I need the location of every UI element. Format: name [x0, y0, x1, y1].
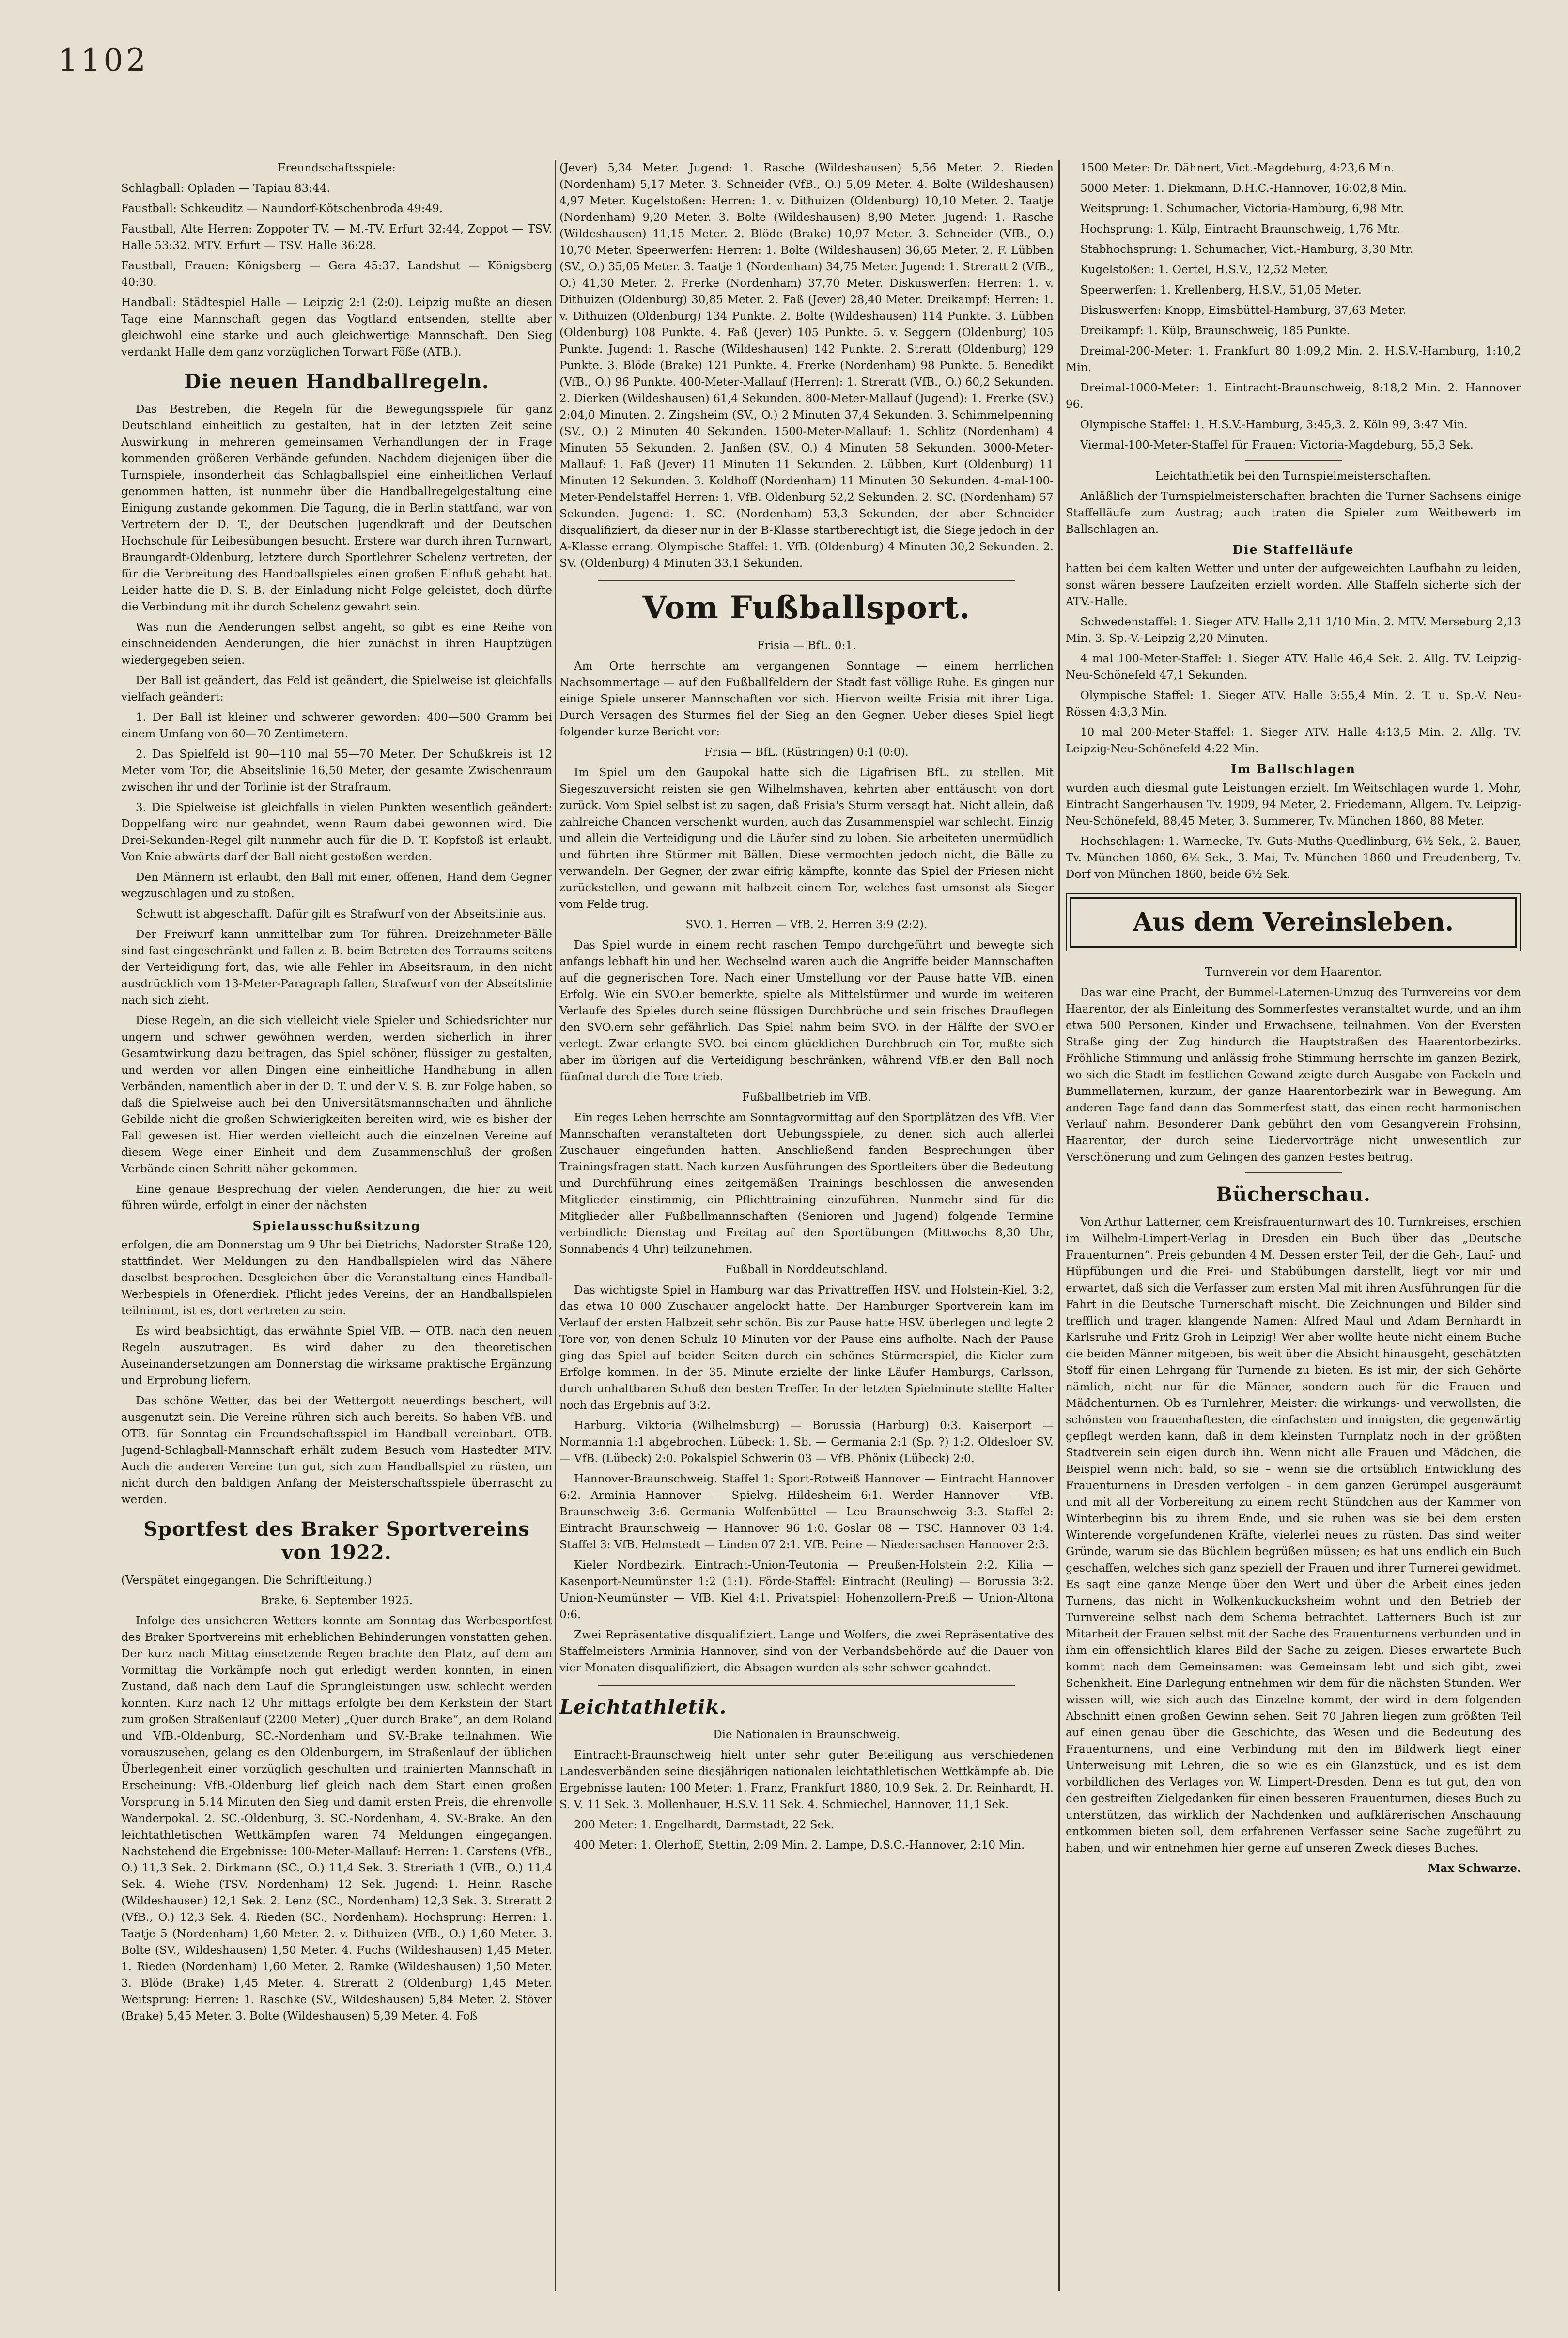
paragraph: 2. Das Spielfeld ist 90—110 mal 55—70 Meter. Der Schußkreis ist 12 Meter vom Tor, die Abseitslinie 16,50 Meter, der gesamte Zwischenraum zwischen ihr und der Torlinie ist der Strafraum. [121, 748, 552, 794]
paragraph: Olympische Staffel: 1. Sieger ATV. Halle 3:55,4 Min. 2. T. u. Sp.-V. Neu-Rössen 4:3,3 Min. [1066, 689, 1521, 718]
paragraph: Schwedenstaffel: 1. Sieger ATV. Halle 2,11 1/10 Min. 2. MTV. Merseburg 2,13 Min. 3. Sp.-V.-Leipzig 2,20 Minuten. [1066, 616, 1521, 645]
result-line: Dreikampf: 1. Külp, Braunschweig, 185 Punkte. [1080, 325, 1350, 337]
column-rule-2 [1058, 160, 1060, 2291]
column-1 [121, 160, 552, 2311]
club-life-heading: Aus dem Vereinsleben. [1070, 897, 1517, 948]
divider [598, 1685, 1015, 1686]
result-line: Diskuswerfen: Knopp, Eimsbüttel-Hamburg, 37,63 Meter. [1080, 304, 1407, 317]
result-line: Kugelstoßen: 1. Oertel, H.S.V., 12,52 Meter. [1080, 264, 1328, 276]
column-rule-1 [555, 160, 556, 2291]
paragraph: Infolge des unsicheren Wetters konnte am Sonntag das Werbesportfest des Braker Sportvereins mit erheblichen Behinderungen vonstatten gehen. Der kurz nach Mittag einsetzende Regen brachte den Platz, auf dem am Vormittag die Vorkämpfe noch gut erledigt werden konnten, in einen Zustand, daß nach dem Lauf die Sprungleistungen usw. schlecht werden konnten. Kurz nach 12 Uhr mittags erfolgte bei dem Kerkstein der Start zum großen Straßenlauf (2200 Meter) „Quer durch Brake“, an dem Roland und VfB.-Oldenburg, SC.-Nordenham und SV.-Brake teilnahmen. Wie vorauszusehen, gelang es den Oldenburgern, im Straßenlauf der üblichen Überlegenheit einer vorzüglich geschulten und trainierten Mannschaft in Erscheinung: VfB.-Oldenburg lief gleich nach dem Start einen großen Vorsprung in 5.14 Minuten den Sieg und damit ersten Preis, die ehrenvolle Wanderpokal. 2. SC.-Oldenburg, 3. SC.-Nordenham, 4. SV.-Brake. An den leichtathletischen Wettkämpfen waren 74 Meldungen eingegangen. Nachstehend die Ergebnisse: 100-Meter-Mallauf: Herren: 1. Carstens (VfB., O.) 11,3 Sek. 2. Dirkmann (SC., O.) 11,4 Sek. 3. Streriath 1 (VfB., O.) 11,4 Sek. 4. Wiehe (TSV. Nordenham) 12 Sek. Jugend: 1. Heinr. Rasche (Wildeshausen) 12,1 Sek. 2. Lenz (SC., Nordenham) 12,3 Sek. 3. Streratt 2 (VfB., O.) 12,3 Sek. 4. Rieden (SC., Nordenham). Hochsprung: Herren: 1. Taatje 5 (Nordenham) 1,60 Meter. 2. v. Dithuizen (VfB., O.) 1,60 Meter. 3. Bolte (SV., Wildeshausen) 1,50 Meter. 4. Fuchs (Wildeshausen) 1,45 Meter. 1. Rieden (Nordenham) 1,60 Meter. 2. Ramke (Wildeshausen) 1,50 Meter. 3. Blöde (Brake) 1,45 Meter. 4. Streratt 2 (Oldenburg) 1,45 Meter. Weitsprung: Herren: 1. Raschke (SV., Wildeshausen) 5,84 Meter. 2. Stöver (Brake) 5,45 Meter. 3. Bolte (Wildeshausen) 5,39 Meter. 4. Foß [121, 1615, 552, 2023]
paragraph: 1. Der Ball ist kleiner und schwerer geworden: 400—500 Gramm bei einem Umfang von 60—70 Zentimetern. [121, 711, 552, 740]
paragraph: Faustball, Alte Herren: Zoppoter TV. — M.-TV. Erfurt 32:44, Zoppot — TSV. Halle 53:32. MTV. Erfurt — TSV. Halle 36:28. [121, 223, 552, 252]
book-review-heading: Bücherschau. [1216, 1183, 1371, 1206]
subheading: Im Ballschlagen [1231, 762, 1356, 776]
paragraph: Anläßlich der Turnspielmeisterschaften brachten die Turner Sachsens einige Staffelläufe zum Austrag; auch traten die Spieler zum Weitbewerb im Ballschlagen an. [1066, 490, 1521, 536]
paragraph: Schlagball: Opladen — Tapiau 83:44. [121, 182, 330, 195]
paragraph: Was nun die Aenderungen selbst angeht, so gibt es eine Reihe von einschneidenden Aenderungen, die hier zunächst in ihren Hauptzügen wiedergegeben seien. [121, 621, 552, 667]
paragraph: Diese Regeln, an die sich vielleicht viele Spieler und Schiedsrichter nur ungern und schwer gewöhnen werden, werden sicherlich in ihrer Gesamtwirkung dazu beitragen, das Spiel schöner, flüssiger zu gestalten, und werden vor allen Dingen eine einheitliche Handhabung in allen Verbänden, namentlich aber in der D. T. und der V. S. B. zur Folge haben, so daß die Spielweise auch bei den Universitätsmannschaften und ähnliche Gebilde nicht die großen Schwierigkeiten bereiten wird, wie es bisher der Fall gewesen ist. Hier werden vielleicht auch die einzelnen Vereine auf diesem Wege einer Einheit und dem Zusammenschluß der großen Verbände einen Schritt näher gekommen. [121, 1014, 552, 1175]
dateline: Brake, 6. September 1925. [260, 1594, 413, 1607]
braker-sportfest-heading: Sportfest des Braker Sportvereins von 1922. [143, 1518, 530, 1564]
paragraph: 3. Die Spielweise ist gleichfalls in vielen Punkten wesentlich geändert: Doppelfang wird nur geahndet, wenn Raum dabei gewonnen wird. Die Drei-Sekunden-Regel gilt nunmehr auch für die D. T. Kopfstoß ist erlaubt. Von Knie abwärts darf der Ball nicht gestoßen werden. [121, 801, 552, 863]
subheading: Die Nationalen in Braunschweig. [713, 1729, 900, 1741]
subheading: Spielausschußsitzung [252, 1219, 421, 1233]
column-3 [1066, 160, 1521, 2311]
paragraph: Das Bestreben, die Regeln für die Bewegungsspiele für ganz Deutschland einheitlich zu gestalten, hat in der letzten Zeit seine Auswirkung in mehreren gemeinsamen Verhandlungen der in Frage kommenden größeren Verbände gefunden. Nachdem diejenigen über die Turnspiele, insonderheit das Schlagballspiel eine einheitlichen Verlauf genommen hatten, ist nunmehr über die Handballregelgestaltung eine Einigung zustande gekommen. Die Tagung, die in Berlin stattfand, war von Vertretern der D. T., der Deutschen Jugendkraft und der Deutschen Hochschule für Leibesübungen besucht. Erstere war durch ihren Turnwart, Braungardt-Oldenburg, letztere durch Sportlehrer Schelenz vertreten, der für die Verbreitung des Handballspieles einen großen Einfluß gehabt hat. Leider hatte die D. S. B. der Einladung nicht Folge geleistet, doch dürfte die Verbindung mit ihr durch Schelenz gewahrt sein. [121, 403, 552, 613]
paragraph: Der Freiwurf kann unmittelbar zum Tor führen. Dreizehnmeter-Bälle sind fast eingeschränkt und fallen z. B. beim Betreten des Torraums seitens der Verteidigung fort, das, wie alle Fehler im Abseitsraum, in den nicht ausdrücklich vom 13-Meter-Paragraph fallen, Strafwurf von der Abseitslinie nach sich zieht. [121, 928, 552, 1007]
paragraph: Ein reges Leben herrschte am Sonntagvormittag auf den Sportplätzen des VfB. Vier Mannschaften veranstalteten dort Uebungsspiele, zu denen sich auch allerlei Zuschauer eingefunden hatten. Anschließend fanden Besprechungen über Trainingsfragen statt. Nach kurzen Ausführungen des Sportleiters über die Bedeutung und Durchführung eines zeitgemäßen Trainings beschlossen die anwesenden Mitglieder einstimmig, ein Pflichttraining einzuführen. Nunmehr sind für die Mitglieder aller Fußballmannschaften (Senioren und Jugend) folgende Termine verbindlich: Dienstag und Freitag auf den Sportübungen (Mittwochs 8,30 Uhr, Sonnabends 4 Uhr) teilzunehmen. [559, 1111, 1054, 1256]
paragraph: Handball: Städtespiel Halle — Leipzig 2:1 (2:0). Leipzig mußte an diesen Tage eine Mannschaft gegen das Vogtland entsenden, stellte aber gleichwohl eine starke und auch gleichwertige Mannschaft. Den Sieg verdankt Halle dem ganz vorzüglichen Torwart Föße (ATB.). [121, 296, 552, 358]
paragraph: Kieler Nordbezirk. Eintracht-Union-Teutonia — Preußen-Holstein 2:2. Kilia — Kasenport-Neumünster 1:2 (1:1). Förde-Staffel: Eintracht (Reuling) — Borussia 3:2. Union-Neumünster — VfB. Kiel 4:1. Privatspiel: Hohenzollern-Preiß — Union-Altona 0:6. [559, 1559, 1054, 1621]
athletics-heading: Leichtathletik. [559, 1696, 727, 1718]
paragraph: Von Arthur Latterner, dem Kreisfrauenturnwart des 10. Turnkreises, erschien im Wilhelm-Limpert-Verlag in Dresden ein Buch über das „Deutsche Frauenturnen“. Preis gebunden 4 M. Dessen erster Teil, der die Geh-, Lauf- und Hüpfübungen und die Frei- und Stabübungen darstellt, liegt vor mir und erwartet, daß sich die Verfasser zum ersten Mal mit ihren Ausführungen für die Fahrt in die Deutsche Turnerschaft mischt. Die Zeichnungen und Bilder sind trefflich und tragen klangende Namen: Alfred Maul und Adam Bernhardt in Karlsruhe und Fritz Groh in Leipzig! Wer aber wollte heute nicht einem Buche die beiden Männer mitgeben, bis weit über die Absicht hinausgeht, geschätzten Stoff für einen Lehrgang für Turnende zu bieten. Es ist mir, der sich Gehörte nämlich, nicht nur für die Männer, sondern auch für die Frauen und Mädchenturnen. Ob es Turnlehrer, Meister: die wirkungs- und verwollsten, die schönsten von frauenhaftesten, die einfachsten und innigsten, die gegenwärtig gepflegt werden kann, daß in dem kleinsten Turnplatz noch in der größten Stadtverein sein eigen durch ihn. Wenn nicht alle Frauen und Mädchen, die Beispiel wenn nicht bald, so sie – wenn sie die ortsüblich Entwicklung des Frauenturnens in Dresden verfolgen – in dem ganzen Gerümpel ausgeräumt und mit all der Vorbereitung zu einem recht Stündchen aus der Kammer von Winterbeginn bis zu ihrem Ende, und sie ruhen was sie bei dem ersten Winterende vorgefundenen Kräfte, vielerlei neues zu rüsten. Das sind weiter Gründe, warum sie das Büchlein begrüßen müssen; es hat uns endlich ein Buch geschaffen, welches sich ganz speziell der Frauen und ihrer Turnerei gewidmet. Es sagt eine ganze Menge über den Wert und über die Arbeit eines jeden Turnens, das nicht in Wolkenkuckucksheim wohnt und den Betrieb der Turnvereine selbst nach dem Schema betrachtet. Latterners Buch ist zur Mitarbeit der Frauen selbst mit der Sache des Frauenturnens verbunden und in ihm ein offensichtlich klares Bild der Sache zu zeigen. Dieses erwartete Buch kommt nach dem Gemeinsamen: was Gemeinsam lebt und sich gibt, zwei Schenkheit. Eine Darlegung entnehmen wir dem für die nächsten Stunden. Wer wissen will, wie sich auch das Einzelne kommt, der wird in dem folgenden Abschnitt einen großen Gewinn sehen. Seit 70 Jahren liegen zum größten Teil auf einen genau über die Geschichte, das Wesen und die Bedeutung des Frauenturnens, und eine Verbindung mit den im Bildwerk liegt einer Unterweisung mit Lehren, die so wie es ein Glanzstück, und es ist dem vorbildlichen des Verlages von W. Limpert-Dresden. Denn es tut gut, den von den gestreiften Zielgedanken für einen besseren Frauenturnen, dieses Buch zu unterstützen, das wirklich der Nachdenken und aufklärerischen Anschauung entkommen bieten soll, dem erfahrenen Verfasser seine Sache zugeführt zu haben, und wir entnehmen hier gerne auf unseren Zweck dieses Buches. [1066, 1216, 1521, 1855]
result-line: Dreimal-200-Meter: 1. Frankfurt 80 1:09,2 Min. 2. H.S.V.-Hamburg, 1:10,2 Min. [1066, 345, 1521, 374]
subheading: Fußball in Norddeutschland. [725, 1263, 888, 1276]
friendly-games-heading: Freundschaftsspiele: [278, 162, 396, 174]
page-number: 1102 [58, 43, 149, 78]
paragraph: Hannover-Braunschweig. Staffel 1: Sport-Rotweiß Hannover — Eintracht Hannover 6:2. Arminia Hannover — Spielvg. Hildesheim 6:1. Werder Hannover — VfB. Braunschweig 3:6. Germania Wolfenbüttel — Leu Braunschweig 3:3. Staffel 2: Eintracht Braunschweig — Hannover 96 1:0. Goslar 08 — TSC. Hannover 03 1:4. Staffel 3: VfB. Helmstedt — Linden 07 2:1. VfB. Peine — Niedersachsen Hannover 2:3. [559, 1473, 1054, 1551]
paragraph: 4 mal 100-Meter-Staffel: 1. Sieger ATV. Halle 46,4 Sek. 2. Allg. TV. Leipzig-Neu-Schönefeld 47,1 Sekunden. [1066, 653, 1521, 682]
paragraph: (Jever) 5,34 Meter. Jugend: 1. Rasche (Wildeshausen) 5,56 Meter. 2. Rieden (Nordenham) 5,17 Meter. 3. Schneider (VfB., O.) 5,09 Meter. 4. Bolte (Wildeshausen) 4,97 Meter. Kugelstoßen: Herren: 1. v. Dithuizen (Oldenburg) 10,10 Meter. 2. Taatje (Nordenham) 9,20 Meter. 3. Bolte (Wildeshausen) 8,90 Meter. Jugend: 1. Rasche (Wildeshausen) 11,15 Meter. 2. Blöde (Brake) 10,97 Meter. 3. Schneider (VfB., O.) 10,70 Meter. Speerwerfen: Herren: 1. Bolte (Wildeshausen) 36,65 Meter. 2. F. Lübben (SV., O.) 35,05 Meter. 3. Taatje 1 (Nordenham) 34,75 Meter. Jugend: 1. Streratt 2 (VfB., O.) 41,30 Meter. 2. Frerke (Nordenham) 37,70 Meter. Diskuswerfen: Herren: 1. v. Dithuizen (Oldenburg) 30,85 Meter. 2. Faß (Jever) 28,40 Meter. Dreikampf: Herren: 1. v. Dithuizen (Oldenburg) 134 Punkte. 2. Bolte (Wildeshausen) 114 Punkte. 3. Lübben (Oldenburg) 108 Punkte. 4. Faß (Jever) 105 Punkte. 5. v. Seggern (Oldenburg) 105 Punkte. Jugend: 1. Rasche (Wildeshausen) 142 Punkte. 2. Streratt (Oldenburg) 129 Punkte. 3. Blöde (Brake) 121 Punkte. 4. Frerke (Nordenham) 98 Punkte. 5. Benedikt (VfB., O.) 96 Punkte. 400-Meter-Mallauf (Herren): 1. Streratt (VfB., O.) 60,2 Sekunden. 2. Dierken (Wildeshausen) 61,4 Sekunden. 800-Meter-Mallauf (Jugend): 1. Frerke (SV.) 2:04,0 Minuten. 2. Zingsheim (SV., O.) 2 Minuten 37,4 Sekunden. 3. Schimmelpenning (SV., O.) 2 Minuten 40 Sekunden. 1500-Meter-Mallauf: 1. Schlitz (Nordenham) 4 Minuten 55 Sekunden. 2. Janßen (SV., O.) 4 Minuten 58 Sekunden. 3000-Meter-Mallauf: 1. Faß (Jever) 11 Minuten 11 Sekunden. 2. Lübben, Kurt (Oldenburg) 11 Minuten 12 Sekunden. 3. Koldhoff (Nordenham) 11 Minuten 30 Sekunden. 4-mal-100-Meter-Pendelstaffel Herren: 1. VfB. Oldenburg 52,2 Sekunden. 2. SC. (Nordenham) 57 Sekunden. Jugend: 1. SC. (Nordenham) 53,3 Sekunden, der aber Schneider disqualifiziert, da dieser nur in der B-Klasse startberechtigt ist, die Siege jedoch in der A-Klasse errang. Olympische Staffel: 1. VfB. (Oldenburg) 4 Minuten 30,2 Sekunden. 2. SV. (Oldenburg) 4 Minuten 33,1 Sekunden. [559, 162, 1054, 570]
football-heading: Vom Fußballsport. [642, 590, 971, 626]
match-heading: Frisia — BfL. 0:1. [757, 639, 856, 652]
divider [598, 580, 1015, 581]
paragraph: Das wichtigste Spiel in Hamburg war das Privattreffen HSV. und Holstein-Kiel, 3:2, das etwa 10 000 Zuschauer angelockt hatte. Der Hamburger Sportverein kam im Verlauf der ersten Halbzeit sehr schön. Bis zur Pause hatte HSV. überlegen und legte 2 Tore vor, von denen Schulz 10 Minuten vor der Pause eins aufholte. Nach der Pause ging das Spiel auf beiden Seiten durch ein schönes Stürmerspiel, die Kieler zum Erfolge kommen. In der 35. Minute erzielte der linke Läufer Hamburgs, Carlsson, durch unhaltbaren Schuß den besten Treffer. In der letzten Spielminute stellte Halter noch das Ergebnis auf 3:2. [559, 1284, 1054, 1412]
editor-note: (Verspätet eingegangen. Die Schriftleitung.) [121, 1574, 372, 1587]
result-line: Olympische Staffel: 1. H.S.V.-Hamburg, 3:45,3. 2. Köln 99, 3:47 Min. [1080, 419, 1468, 431]
divider [1245, 460, 1342, 461]
match-heading: Frisia — BfL. (Rüstringen) 0:1 (0:0). [704, 746, 909, 759]
handball-rules-heading: Die neuen Handballregeln. [184, 370, 489, 393]
paragraph: Faustball: Schkeuditz — Naundorf-Kötschenbroda 49:49. [121, 203, 443, 215]
result-line: 1500 Meter: Dr. Dähnert, Vict.-Magdeburg, 4:23,6 Min. [1080, 162, 1395, 174]
paragraph: Harburg. Viktoria (Wilhelmsburg) — Borussia (Harburg) 0:3. Kaiserport — Normannia 1:1 abgebrochen. Lübeck: 1. Sb. — Germania 2:1 (Sp. ?) 1:2. Oldesloer SV. — VfB. (Lübeck) 2:0. Pokalspiel Schwerin 03 — VfB. Phönix (Lübeck) 2:0. [559, 1419, 1054, 1465]
subheading: Fußballbetrieb im VfB. [742, 1091, 871, 1104]
paragraph: Das schöne Wetter, das bei der Wettergott neuerdings beschert, will ausgenutzt sein. Die Vereine rühren sich auch bereits. So haben VfB. und OTB. für Sonntag ein Freundschaftsspiel im Handball vereinbart. OTB. Jugend-Schlagball-Mannschaft erhält zudem Besuch vom Hastedter MTV. Auch die anderen Vereine tun gut, sich zum Handballspiel zu rüsten, um nicht durch den baldigen Anfang der Meisterschaftsspiele überrascht zu werden. [121, 1395, 552, 1506]
subheading: Leichtathletik bei den Turnspielmeisterschaften. [1155, 470, 1431, 483]
paragraph: Zwei Repräsentative disqualifiziert. Lange und Wolfers, die zwei Repräsentative des Staffelmeisters Arminia Hannover, sind von der Verbandsbehörde auf die Dauer von vier Monaten disqualifiziert, die Absagen wurden als sehr schwer geahndet. [559, 1629, 1054, 1674]
subheading: Turnverein vor dem Haarentor. [1205, 966, 1382, 979]
result-line: Stabhochsprung: 1. Schumacher, Vict.-Hamburg, 3,30 Mtr. [1080, 243, 1413, 256]
result-line: Hochsprung: 1. Külp, Eintracht Braunschweig, 1,76 Mtr. [1080, 223, 1400, 235]
paragraph: erfolgen, die am Donnerstag um 9 Uhr bei Dietrichs, Nadorster Straße 120, stattfindet. Wer Meldungen zu den Handballspielen wird das Nähere daselbst besprochen. Desgleichen über die Veranstaltung eines Handball-Werbespiels in Ofenerdiek. Pflicht jedes Vereins, der an Handballspielen teilnimmt, ist es, dort vertreten zu sein. [121, 1239, 552, 1317]
subheading: Die Staffelläufe [1232, 543, 1354, 557]
paragraph: Faustball, Frauen: Königsberg — Gera 45:37. Landshut — Königsberg 40:30. [121, 260, 552, 289]
paragraph: Das Spiel wurde in einem recht raschen Tempo durchgeführt und bewegte sich anfangs lebhaft hin und her. Wechselnd waren auch die Angriffe beider Mannschaften auf die gegnerischen Tore. Nach einer Umstellung vor der Pause hatte VfB. einen Erfolg. Wie ein SVO.er bemerkte, spielte als Mittelstürmer und wurde im weiteren Verlaufe des Spieles durch seine flüssigen Durchbrüche und sein frisches Drauflegen den SVO.ern sehr gefährlich. Das Spiel nahm beim SVO. in der Hälfte der SVO.er verlegt. Zwar erlangte SVO. bei einem glücklichen Durchbruch ein Tor, mußte sich aber im übrigen auf die Verteidigung beschränken, während VfB.er den Ball noch fünfmal durch die Tore trieb. [559, 939, 1054, 1083]
result-line: Speerwerfen: 1. Krellenberg, H.S.V., 51,05 Meter. [1080, 284, 1362, 296]
paragraph: Eine genaue Besprechung der vielen Aenderungen, die hier zu weit führen würde, erfolgt in einer der nächsten [121, 1183, 552, 1212]
author-signature: Max Schwarze. [1428, 1862, 1521, 1875]
column-2 [559, 160, 1054, 2311]
paragraph: Der Ball ist geändert, das Feld ist geändert, die Spielweise ist gleichfalls vielfach geändert: [121, 674, 552, 703]
paragraph: 10 mal 200-Meter-Staffel: 1. Sieger ATV. Halle 4:13,5 Min. 2. Allg. TV. Leipzig-Neu-Schönefeld 4:22 Min. [1066, 726, 1521, 755]
paragraph: hatten bei dem kalten Wetter und unter der aufgeweichten Laufbahn zu leiden, sonst wären bessere Laufzeiten erzielt worden. Alle Staffeln sicherte sich der ATV.-Halle. [1066, 562, 1521, 608]
paragraph: wurden auch diesmal gute Leistungen erzielt. Im Weitschlagen wurde 1. Mohr, Eintracht Sangerhausen Tv. 1909, 94 Meter, 2. Friedemann, Allgem. Tv. Leipzig-Neu-Schönefeld, 88,45 Meter, 3. Summerer, Tv. München 1860, 88 Meter. [1066, 782, 1521, 827]
paragraph: 400 Meter: 1. Olerhoff, Stettin, 2:09 Min. 2. Lampe, D.S.C.-Hannover, 2:10 Min. [574, 1839, 1025, 1852]
paragraph: Es wird beabsichtigt, das erwähnte Spiel VfB. — OTB. nach den neuen Regeln auszutragen. Es wird daher zu den theoretischen Auseinandersetzungen am Donnerstag die wirksame praktische Ergänzung und Erprobung liefern. [121, 1325, 552, 1387]
paragraph: Im Spiel um den Gaupokal hatte sich die Ligafrisen BfL. zu stellen. Mit Siegeszuversicht reisten sie gen Wilhelmshaven, kehrten aber enttäuscht von dort zurück. Vom Spiel selbst ist zu sagen, daß Frisia's Sturm versagt hat. Nicht allein, daß zahlreiche Chancen verschenkt wurden, auch das Zusammenspiel war schlecht. Einzig und allein die Verteidigung und die Läufer sind zu loben. Sie arbeiteten unermüdlich und führten ihre Stürmer mit Bällen. Diese vermochten jedoch nicht, die Bälle zu verwandeln. Der Gegner, der zwar eifrig kämpfte, konnte das Spiel der Friesen nicht zurückstellen, und gewann mit halbzeit einem Tor, welches fast umsonst als Sieger vom Felde trug. [559, 766, 1054, 911]
paragraph: Eintracht-Braunschweig hielt unter sehr guter Beteiligung aus verschiedenen Landesverbänden seine diesjährigen nationalen leichtathletischen Wettkämpfe ab. Die Ergebnisse lauten: 100 Meter: 1. Franz, Frankfurt 1880, 10,9 Sek. 2. Dr. Reinhardt, H. S. V. 11 Sek. 3. Mollenhauer, H.S.V. 11 Sek. 4. Schmiechel, Hannover, 11,1 Sek. [559, 1749, 1054, 1811]
match-heading: SVO. 1. Herren — VfB. 2. Herren 3:9 (2:2). [685, 919, 928, 931]
paragraph: Schwutt ist abgeschafft. Dafür gilt es Strafwurf von der Abseitslinie aus. [136, 908, 546, 920]
result-line: Weitsprung: 1. Schumacher, Victoria-Hamburg, 6,98 Mtr. [1080, 203, 1404, 215]
paragraph: Hochschlagen: 1. Warnecke, Tv. Guts-Muths-Quedlinburg, 6½ Sek., 2. Bauer, Tv. München 1860, 6½ Sek., 3. Mai, Tv. München 1860 und Freudenberg, Tv. Dorf von München 1860, beide 6½ Sek. [1066, 835, 1521, 881]
paragraph: 200 Meter: 1. Engelhardt, Darmstadt, 22 Sek. [574, 1819, 835, 1831]
divider [1245, 1172, 1342, 1173]
paragraph: Den Männern ist erlaubt, den Ball mit einer, offenen, Hand dem Gegner wegzuschlagen und zu stoßen. [121, 871, 552, 900]
paragraph: Das war eine Pracht, der Bummel-Laternen-Umzug des Turnvereins vor dem Haarentor, der als Einleitung des Sommerfestes veranstaltet wurde, und an ihm etwa 500 Personen, Kinder und Erwachsene, teilnahmen. Von der Eversten Straße ging der Zug hindurch die Hauptstraßen des Haarentorbezirks. Fröhliche Stimmung und anlässig frohe Stimmung herrschte im ganzen Bezirk, wo sich die Stadt im festlichen Gewand zeigte durch Ausgabe von Fackeln und Bummellaternen, kurzum, der ganze Haarentorbezirk war in Bewegung. Am anderen Tage fand dann das Sommerfest statt, das einen recht harmonischen Verlauf nahm. Besonderer Dank gebührt den vom Gesangverein Frohsinn, Haarentor, der durch seine Liedervorträge nicht unwesentlich zur Verschönerung und zum Gelingen des ganzen Festes beitrug. [1066, 986, 1521, 1164]
result-line: Viermal-100-Meter-Staffel für Frauen: Victoria-Magdeburg, 55,3 Sek. [1080, 439, 1474, 452]
result-line: Dreimal-1000-Meter: 1. Eintracht-Braunschweig, 8:18,2 Min. 2. Hannover 96. [1066, 382, 1521, 411]
result-line: 5000 Meter: 1. Diekmann, D.H.C.-Hannover, 16:02,8 Min. [1080, 182, 1407, 195]
paragraph: Am Orte herrschte am vergangenen Sonntage — einem herrlichen Nachsommertage — auf den Fußballfeldern der Stadt fast völlige Ruhe. Es gingen nur einige Spiele unserer Mannschaften vor sich. Hiervon weilte Frisia mit ihrer Liga. Durch Versagen des Sturmes fiel der Sieg an den Gegner. Ueber dieses Spiel liegt folgender kurze Bericht vor: [559, 660, 1054, 738]
